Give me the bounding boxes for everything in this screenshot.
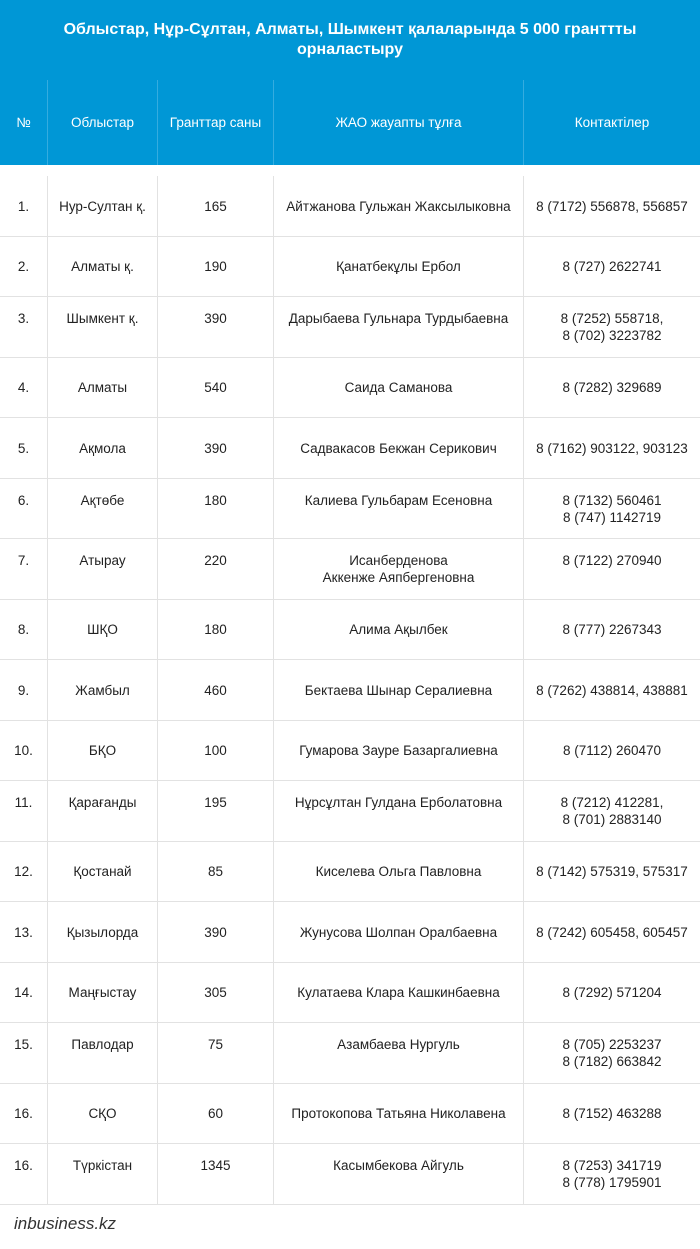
row-number: 8.: [0, 600, 48, 659]
row-number: 11.: [0, 781, 48, 841]
row-contacts: 8 (7122) 270940: [562, 553, 662, 568]
row-contacts: 8 (7253) 341719 8 (778) 1795901: [562, 1158, 662, 1190]
row-grants: 305: [158, 963, 274, 1022]
row-region: Қарағанды: [48, 781, 158, 841]
row-region: Түркістан: [48, 1144, 158, 1204]
row-contacts: 8 (7142) 575319, 575317: [536, 864, 688, 879]
row-person: Жунусова Шолпан Оралбаевна: [274, 902, 524, 962]
row-grants: 75: [158, 1023, 274, 1083]
source-footer: inbusiness.kz: [14, 1214, 117, 1233]
row-region: Қызылорда: [48, 902, 158, 962]
table-row: [0, 1023, 700, 1084]
row-region: Жамбыл: [48, 660, 158, 720]
table-row: [0, 176, 700, 237]
table-row: [0, 358, 700, 418]
table-row: [0, 842, 700, 902]
row-number: 5.: [0, 418, 48, 478]
row-grants: 540: [158, 358, 274, 417]
row-grants: 220: [158, 539, 274, 599]
row-grants: 180: [158, 479, 274, 538]
row-person: Алима Ақылбек: [274, 600, 524, 659]
row-number: 9.: [0, 660, 48, 720]
row-number: 16.: [0, 1084, 48, 1143]
row-grants: 390: [158, 297, 274, 357]
row-number: 13.: [0, 902, 48, 962]
row-person: Дарыбаева Гульнара Турдыбаевна: [274, 297, 524, 357]
row-contacts: 8 (727) 2622741: [562, 259, 662, 274]
table-row: [0, 781, 700, 842]
row-contacts: 8 (7252) 558718, 8 (702) 3223782: [560, 311, 664, 343]
row-person: Садвакасов Бекжан Серикович: [274, 418, 524, 478]
row-grants: 460: [158, 660, 274, 720]
table-row: [0, 297, 700, 358]
row-region: Нур-Султан қ.: [48, 176, 158, 236]
row-region: ШҚО: [48, 600, 158, 659]
table-row: [0, 418, 700, 479]
row-number: 12.: [0, 842, 48, 901]
row-grants: 180: [158, 600, 274, 659]
row-number: 14.: [0, 963, 48, 1022]
row-contacts: 8 (7132) 560461 8 (747) 1142719: [562, 493, 662, 525]
header-person: ЖАО жауапты тұлға: [274, 80, 524, 165]
row-contacts: 8 (7242) 605458, 605457: [536, 924, 688, 940]
header-grants: Гранттар саны: [158, 80, 274, 165]
row-number: 16.: [0, 1144, 48, 1204]
row-contacts: 8 (7162) 903122, 903123: [536, 440, 688, 456]
row-contacts: 8 (7262) 438814, 438881: [536, 682, 688, 698]
row-contacts: 8 (7112) 260470: [562, 743, 662, 758]
row-grants: 1345: [158, 1144, 274, 1204]
row-person: Нұрсұлтан Гулдана Ерболатовна: [274, 781, 524, 841]
row-contacts: 8 (7172) 556878, 556857: [536, 198, 688, 214]
row-person: Айтжанова Гульжан Жаксылыковна: [274, 176, 524, 236]
row-number: 3.: [0, 297, 48, 357]
row-region: Алматы қ.: [48, 237, 158, 296]
row-number: 15.: [0, 1023, 48, 1083]
row-number: 10.: [0, 721, 48, 780]
row-number: 7.: [0, 539, 48, 599]
table-row: [0, 721, 700, 781]
row-number: 2.: [0, 237, 48, 296]
row-contacts: 8 (777) 2267343: [562, 622, 662, 637]
row-person: Кулатаева Клара Кашкинбаевна: [274, 963, 524, 1022]
row-person: Саида Саманова: [274, 358, 524, 417]
row-person: Касымбекова Айгуль: [274, 1144, 524, 1204]
row-person: Исанберденова Аккенже Аяпбергеновна: [274, 539, 524, 599]
row-number: 1.: [0, 176, 48, 236]
table-title: Облыстар, Нұр-Сұлтан, Алматы, Шымкент қалаларында 5 000 гранттты орналастыру: [0, 0, 700, 80]
row-grants: 390: [158, 418, 274, 478]
table-row: [0, 1084, 700, 1144]
row-region: Маңғыстау: [48, 963, 158, 1022]
row-region: Атырау: [48, 539, 158, 599]
table-header: [0, 80, 700, 165]
table-row: [0, 1144, 700, 1205]
row-grants: 190: [158, 237, 274, 296]
row-contacts: 8 (7152) 463288: [562, 1106, 662, 1121]
table-row: [0, 600, 700, 660]
table-row: [0, 963, 700, 1023]
row-grants: 195: [158, 781, 274, 841]
header-contacts: Контактілер: [574, 115, 650, 130]
row-region: Павлодар: [48, 1023, 158, 1083]
row-contacts: 8 (7212) 412281, 8 (701) 2883140: [560, 795, 664, 827]
row-person: Гумарова Зауре Базаргалиевна: [274, 721, 524, 780]
table-row: [0, 539, 700, 600]
row-region: БҚО: [48, 721, 158, 780]
row-grants: 85: [158, 842, 274, 901]
row-region: СҚО: [48, 1084, 158, 1143]
row-region: Ақтөбе: [48, 479, 158, 538]
row-region: Алматы: [48, 358, 158, 417]
row-grants: 165: [158, 176, 274, 236]
row-contacts: 8 (705) 2253237 8 (7182) 663842: [562, 1037, 662, 1069]
table-row: [0, 237, 700, 297]
row-grants: 390: [158, 902, 274, 962]
row-region: Шымкент қ.: [48, 297, 158, 357]
row-person: Азамбаева Нургуль: [274, 1023, 524, 1083]
table-row: [0, 660, 700, 721]
row-region: Ақмола: [48, 418, 158, 478]
row-person: Протокопова Татьяна Николавена: [274, 1084, 524, 1143]
header-number: №: [0, 80, 48, 165]
row-number: 4.: [0, 358, 48, 417]
row-region: Қостанай: [48, 842, 158, 901]
header-region: Облыстар: [48, 80, 158, 165]
row-person: Қанатбекұлы Ербол: [274, 237, 524, 296]
row-grants: 100: [158, 721, 274, 780]
table-row: [0, 479, 700, 539]
row-person: Киселева Ольга Павловна: [274, 842, 524, 901]
row-contacts: 8 (7292) 571204: [562, 985, 662, 1000]
row-person: Бектаева Шынар Сералиевна: [274, 660, 524, 720]
table-body: [0, 176, 700, 1205]
row-number: 6.: [0, 479, 48, 538]
row-contacts: 8 (7282) 329689: [562, 380, 662, 395]
table-row: [0, 902, 700, 963]
row-grants: 60: [158, 1084, 274, 1143]
row-person: Калиева Гульбарам Есеновна: [274, 479, 524, 538]
